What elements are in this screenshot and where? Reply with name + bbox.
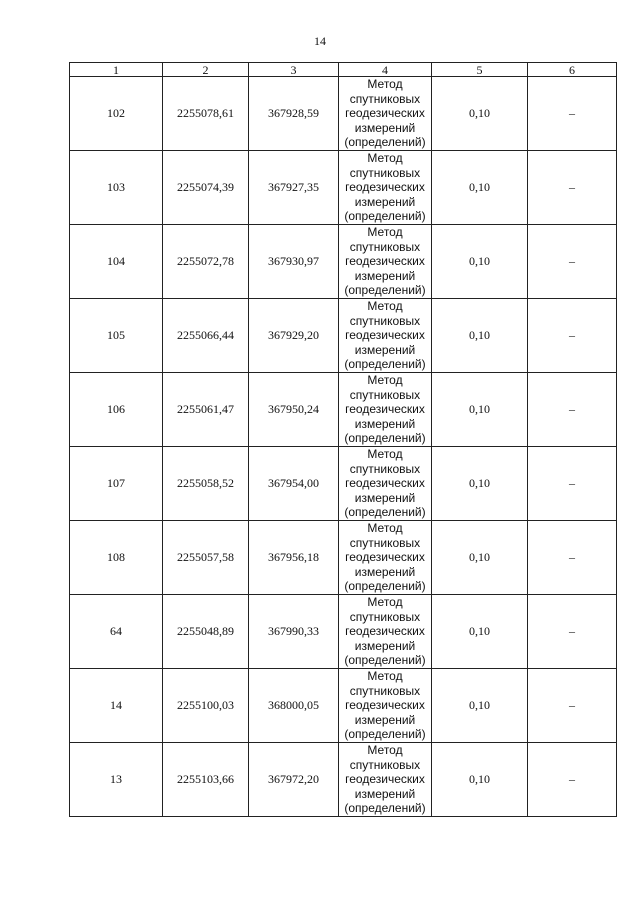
- note-cell: –: [528, 225, 617, 299]
- table-row: [70, 299, 617, 373]
- method-cell: [339, 669, 432, 743]
- point-number-cell: 13: [70, 743, 163, 817]
- note-cell: –: [528, 299, 617, 373]
- point-number-cell: 107: [70, 447, 163, 521]
- y-coordinate-cell: 367928,59: [249, 77, 339, 151]
- y-coordinate-cell: 367954,00: [249, 447, 339, 521]
- method-line: спутниковых: [349, 91, 421, 106]
- method-line: геодезических: [345, 772, 425, 787]
- accuracy-cell: 0,10: [432, 521, 528, 595]
- method-line: спутниковых: [349, 535, 421, 550]
- note-cell: –: [528, 743, 617, 817]
- method-cell: [339, 521, 432, 595]
- method-cell: [339, 595, 432, 669]
- method-line: геодезических: [345, 624, 425, 639]
- table-row: [70, 373, 617, 447]
- column-header-1: 1: [70, 63, 163, 77]
- point-number-cell: 103: [70, 151, 163, 225]
- table-row: [70, 743, 617, 817]
- method-line: геодезических: [345, 402, 425, 417]
- accuracy-cell: 0,10: [432, 373, 528, 447]
- method-line: измерений: [354, 268, 416, 283]
- table-row: [70, 77, 617, 151]
- point-number-cell: 104: [70, 225, 163, 299]
- x-coordinate-cell: 2255072,78: [163, 225, 249, 299]
- method-line: Метод: [367, 299, 403, 314]
- method-line: Метод: [367, 373, 403, 388]
- method-line: Метод: [367, 595, 403, 610]
- y-coordinate-cell: 367990,33: [249, 595, 339, 669]
- method-line: измерений: [354, 638, 416, 653]
- method-line: Метод: [367, 743, 403, 758]
- accuracy-cell: 0,10: [432, 151, 528, 225]
- method-line: (определений): [344, 505, 426, 520]
- method-line: спутниковых: [349, 609, 421, 624]
- method-cell: [339, 225, 432, 299]
- x-coordinate-cell: 2255103,66: [163, 743, 249, 817]
- coordinates-table: [69, 62, 617, 817]
- note-cell: –: [528, 521, 617, 595]
- column-header-4: 4: [339, 63, 432, 77]
- method-line: измерений: [354, 342, 416, 357]
- method-line: (определений): [344, 579, 426, 594]
- note-cell: –: [528, 669, 617, 743]
- method-cell: [339, 77, 432, 151]
- table-row: [70, 521, 617, 595]
- method-line: спутниковых: [349, 683, 421, 698]
- x-coordinate-cell: 2255057,58: [163, 521, 249, 595]
- method-line: геодезических: [345, 106, 425, 121]
- y-coordinate-cell: 367927,35: [249, 151, 339, 225]
- x-coordinate-cell: 2255048,89: [163, 595, 249, 669]
- point-number-cell: 102: [70, 77, 163, 151]
- method-line: измерений: [354, 564, 416, 579]
- x-coordinate-cell: 2255100,03: [163, 669, 249, 743]
- point-number-cell: 108: [70, 521, 163, 595]
- method-line: (определений): [344, 209, 426, 224]
- page-number: 14: [314, 34, 326, 48]
- method-line: спутниковых: [349, 387, 421, 402]
- method-line: геодезических: [345, 476, 425, 491]
- method-line: спутниковых: [349, 461, 421, 476]
- method-cell: [339, 373, 432, 447]
- y-coordinate-cell: 367972,20: [249, 743, 339, 817]
- point-number-cell: 106: [70, 373, 163, 447]
- table-row: [70, 669, 617, 743]
- x-coordinate-cell: 2255058,52: [163, 447, 249, 521]
- method-line: спутниковых: [349, 239, 421, 254]
- column-header-2: 2: [163, 63, 249, 77]
- method-line: (определений): [344, 801, 426, 816]
- method-cell: [339, 151, 432, 225]
- method-line: Метод: [367, 151, 403, 166]
- x-coordinate-cell: 2255078,61: [163, 77, 249, 151]
- column-header-3: 3: [249, 63, 339, 77]
- method-line: (определений): [344, 653, 426, 668]
- method-line: (определений): [344, 135, 426, 150]
- method-line: спутниковых: [349, 313, 421, 328]
- method-line: Метод: [367, 77, 403, 92]
- y-coordinate-cell: 367950,24: [249, 373, 339, 447]
- point-number-cell: 105: [70, 299, 163, 373]
- method-line: спутниковых: [349, 757, 421, 772]
- method-line: (определений): [344, 431, 426, 446]
- note-cell: –: [528, 151, 617, 225]
- header-row: [70, 63, 617, 77]
- method-line: (определений): [344, 283, 426, 298]
- method-cell: [339, 299, 432, 373]
- method-line: Метод: [367, 521, 403, 536]
- note-cell: –: [528, 447, 617, 521]
- x-coordinate-cell: 2255074,39: [163, 151, 249, 225]
- y-coordinate-cell: 367956,18: [249, 521, 339, 595]
- table-row: [70, 151, 617, 225]
- method-line: измерений: [354, 194, 416, 209]
- method-line: измерений: [354, 490, 416, 505]
- note-cell: –: [528, 77, 617, 151]
- accuracy-cell: 0,10: [432, 447, 528, 521]
- method-line: (определений): [344, 727, 426, 742]
- method-line: спутниковых: [349, 165, 421, 180]
- accuracy-cell: 0,10: [432, 669, 528, 743]
- accuracy-cell: 0,10: [432, 595, 528, 669]
- method-line: геодезических: [345, 550, 425, 565]
- point-number-cell: 14: [70, 669, 163, 743]
- accuracy-cell: 0,10: [432, 299, 528, 373]
- column-header-6: 6: [528, 63, 617, 77]
- table-row: [70, 447, 617, 521]
- method-line: Метод: [367, 447, 403, 462]
- note-cell: –: [528, 595, 617, 669]
- y-coordinate-cell: 368000,05: [249, 669, 339, 743]
- method-line: геодезических: [345, 254, 425, 269]
- table-row: [70, 225, 617, 299]
- accuracy-cell: 0,10: [432, 225, 528, 299]
- method-cell: [339, 743, 432, 817]
- method-line: измерений: [354, 712, 416, 727]
- accuracy-cell: 0,10: [432, 77, 528, 151]
- note-cell: –: [528, 373, 617, 447]
- method-line: Метод: [367, 669, 403, 684]
- accuracy-cell: 0,10: [432, 743, 528, 817]
- method-cell: [339, 447, 432, 521]
- method-line: измерений: [354, 416, 416, 431]
- x-coordinate-cell: 2255066,44: [163, 299, 249, 373]
- y-coordinate-cell: 367929,20: [249, 299, 339, 373]
- method-line: измерений: [354, 120, 416, 135]
- x-coordinate-cell: 2255061,47: [163, 373, 249, 447]
- method-line: (определений): [344, 357, 426, 372]
- method-line: геодезических: [345, 180, 425, 195]
- method-line: Метод: [367, 225, 403, 240]
- column-header-5: 5: [432, 63, 528, 77]
- method-line: измерений: [354, 786, 416, 801]
- table-row: [70, 595, 617, 669]
- point-number-cell: 64: [70, 595, 163, 669]
- method-line: геодезических: [345, 328, 425, 343]
- method-line: геодезических: [345, 698, 425, 713]
- y-coordinate-cell: 367930,97: [249, 225, 339, 299]
